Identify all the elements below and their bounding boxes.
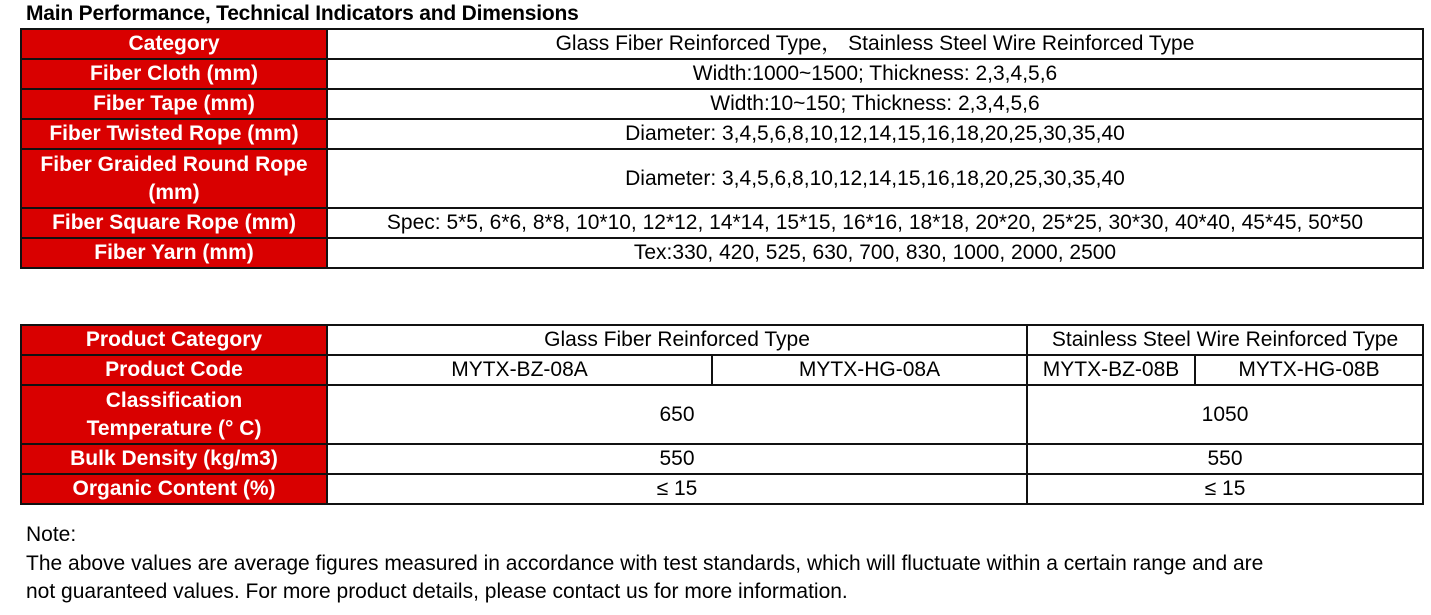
table-row	[21, 238, 1423, 268]
table-row	[21, 444, 1423, 474]
page-title: Main Performance, Technical Indicators and Dimensions	[26, 2, 579, 25]
row-value-category: Glass Fiber Reinforced Type， Stainless Steel Wire Reinforced Type	[327, 29, 1423, 59]
glass-fiber-category-cell: Glass Fiber Reinforced Type	[327, 325, 1027, 355]
steel-organic-content-cell: ≤ 15	[1027, 474, 1423, 504]
product-code-cell: MYTX-HG-08B	[1195, 355, 1423, 385]
row-header-fiber-square-rope: Fiber Square Rope (mm)	[21, 208, 327, 238]
table-row	[21, 208, 1423, 238]
table-row	[21, 385, 1423, 444]
glass-bulk-density-cell: 550	[327, 444, 1027, 474]
row-header-fiber-tape: Fiber Tape (mm)	[21, 89, 327, 119]
dimensions-table	[20, 28, 1424, 269]
table-row	[21, 474, 1423, 504]
product-specs-table	[20, 324, 1424, 505]
table-row	[21, 29, 1423, 59]
row-header-fiber-twisted-rope: Fiber Twisted Rope (mm)	[21, 119, 327, 149]
row-value-fiber-twisted-rope: Diameter: 3,4,5,6,8,10,12,14,15,16,18,20,25,30,35,40	[327, 119, 1423, 149]
steel-temperature-cell: 1050	[1027, 385, 1423, 444]
row-header-product-category: Product Category	[21, 325, 327, 355]
row-value-fiber-square-rope: Spec: 5*5, 6*6, 8*8, 10*10, 12*12, 14*14, 15*15, 16*16, 18*18, 20*20, 25*25, 30*30, 40*40, 45*45, 50*50	[327, 208, 1423, 238]
row-header-organic-content: Organic Content (%)	[21, 474, 327, 504]
row-value-fiber-yarn: Tex:330, 420, 525, 630, 700, 830, 1000, 2000, 2500	[327, 238, 1423, 268]
steel-bulk-density-cell: 550	[1027, 444, 1423, 474]
stainless-steel-category-cell: Stainless Steel Wire Reinforced Type	[1027, 325, 1423, 355]
row-header-fiber-yarn: Fiber Yarn (mm)	[21, 238, 327, 268]
row-header-classification-temperature: Classification Temperature (° C)	[21, 385, 327, 444]
row-value-fiber-cloth: Width:1000~1500; Thickness: 2,3,4,5,6	[327, 59, 1423, 89]
glass-organic-content-cell: ≤ 15	[327, 474, 1027, 504]
row-value-fiber-tape: Width:10~150; Thickness: 2,3,4,5,6	[327, 89, 1423, 119]
note-text-line-2: not guaranteed values. For more product details, please contact us for more information.	[26, 580, 848, 603]
row-header-bulk-density: Bulk Density (kg/m3)	[21, 444, 327, 474]
product-code-cell: MYTX-BZ-08B	[1027, 355, 1195, 385]
note-label: Note:	[26, 523, 77, 546]
table-row	[21, 59, 1423, 89]
table-row	[21, 119, 1423, 149]
row-value-fiber-graided-round-rope: Diameter: 3,4,5,6,8,10,12,14,15,16,18,20,25,30,35,40	[327, 149, 1423, 208]
row-header-fiber-graided-round-rope: Fiber Graided Round Rope (mm)	[21, 149, 327, 208]
row-header-product-code: Product Code	[21, 355, 327, 385]
product-code-cell: MYTX-BZ-08A	[327, 355, 712, 385]
table-row	[21, 89, 1423, 119]
glass-temperature-cell: 650	[327, 385, 1027, 444]
row-header-category: Category	[21, 29, 327, 59]
table-row	[21, 355, 1423, 385]
note-text-line-1: The above values are average figures measured in accordance with test standards, which will fluctuate within a certain range and are	[26, 552, 1264, 575]
table-row	[21, 325, 1423, 355]
table-row	[21, 149, 1423, 208]
row-header-fiber-cloth: Fiber Cloth (mm)	[21, 59, 327, 89]
product-code-cell: MYTX-HG-08A	[712, 355, 1027, 385]
